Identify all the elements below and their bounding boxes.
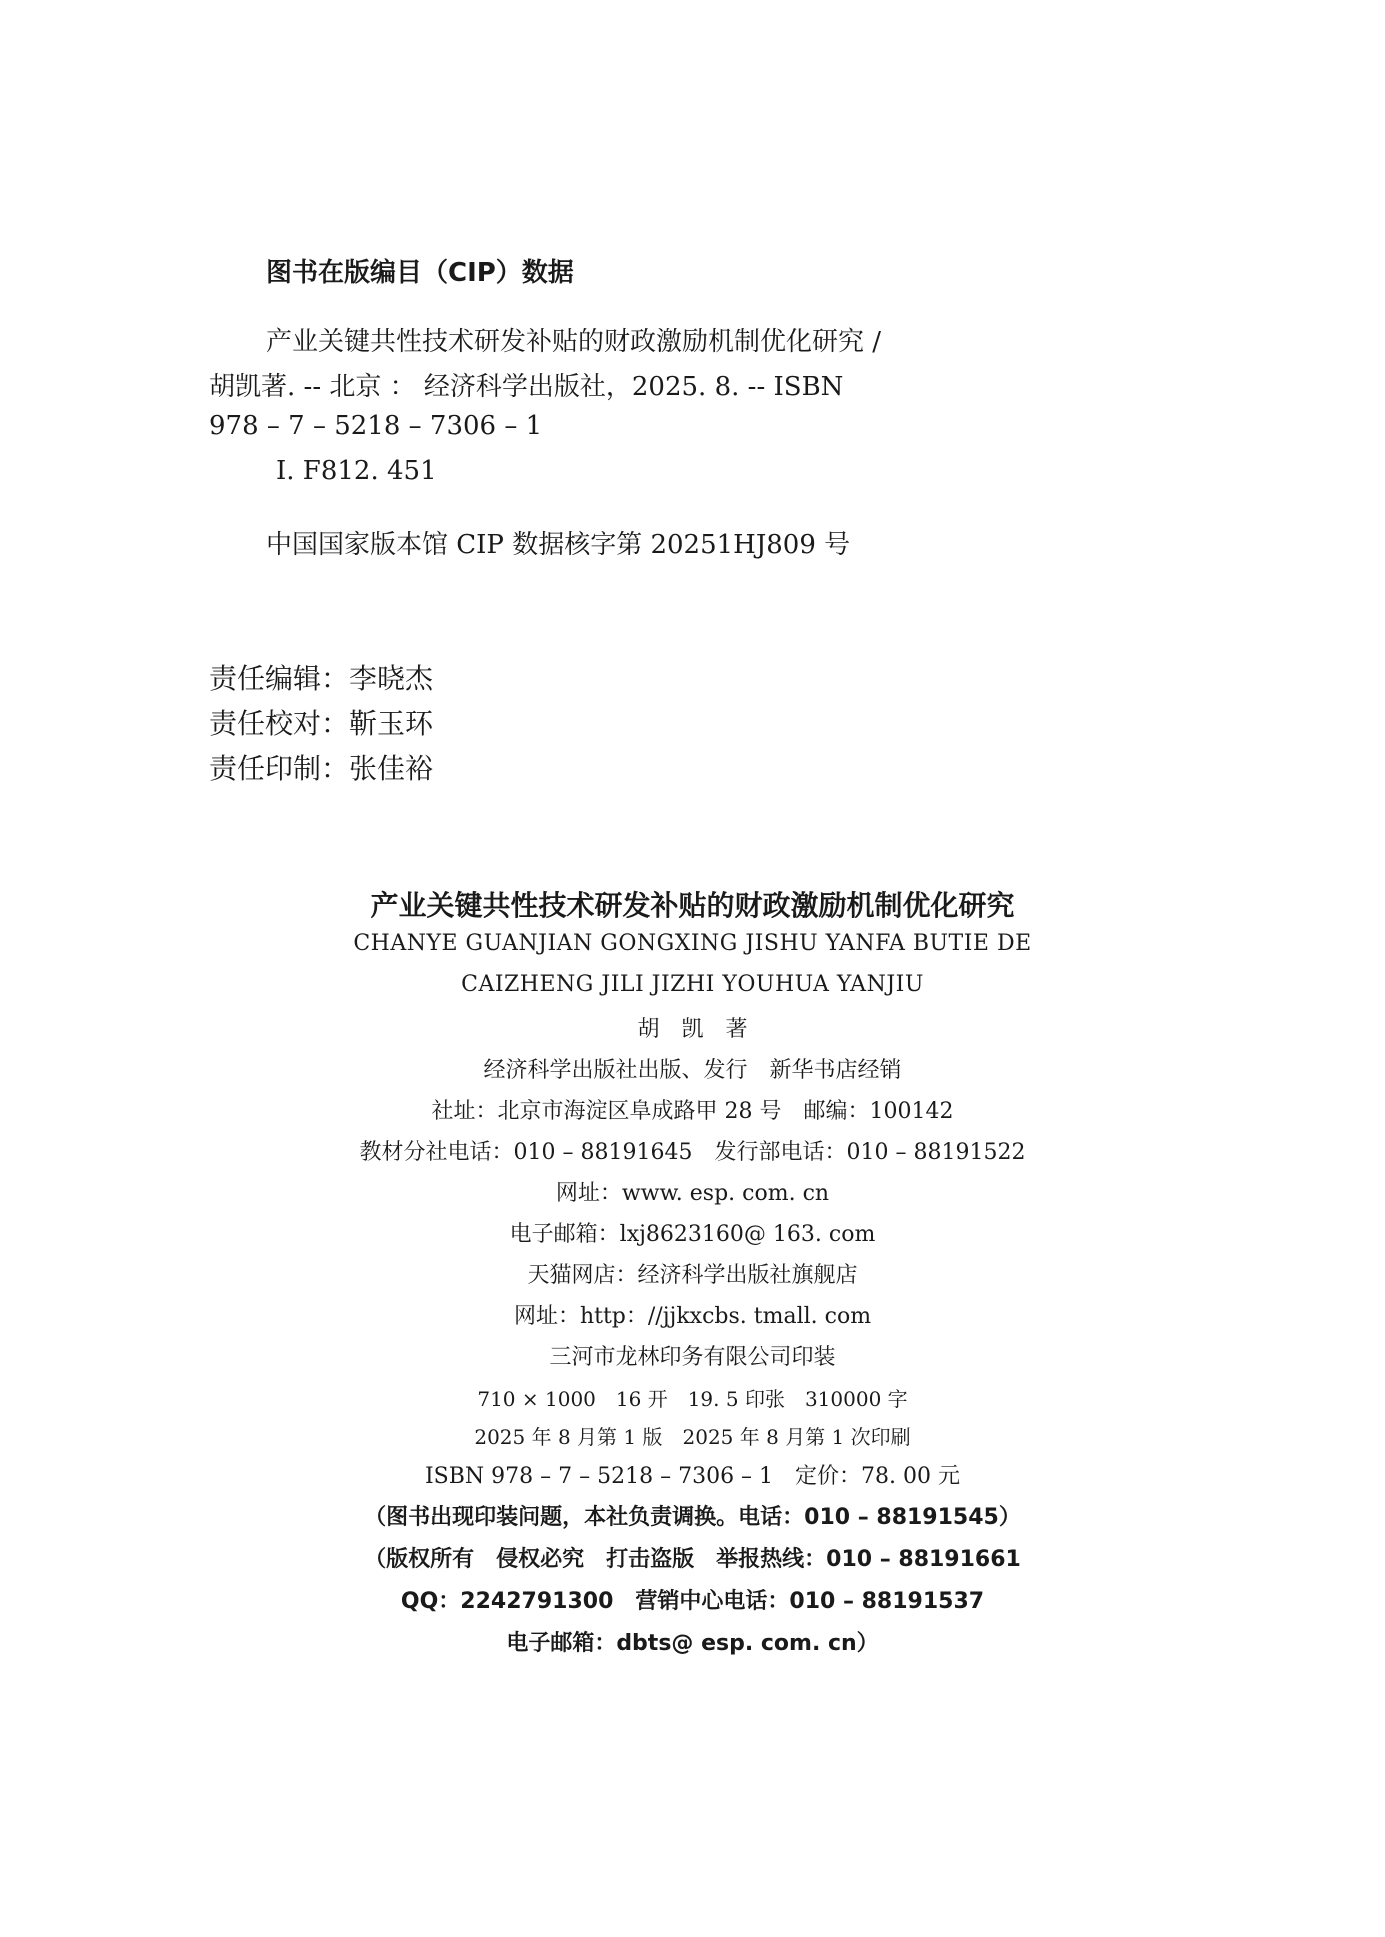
book-author: 胡 凯 著 xyxy=(637,1017,748,1042)
staff-proofreader xyxy=(209,702,433,742)
cip-isbn-line: 978 – 7 – 5218 – 7306 – 1 xyxy=(209,411,543,441)
publisher-distributor: 经济科学出版社出版、发行 新华书店经销 xyxy=(483,1058,902,1083)
staff-print-supervisor xyxy=(209,747,433,787)
book-format: 710 × 1000 16 开 19. 5 印张 310000 字 xyxy=(477,1387,908,1411)
staff-editor xyxy=(209,657,433,697)
cip-title-line: 产业关键共性技术研发补贴的财政激励机制优化研究 / xyxy=(266,327,882,357)
staff-role: 责任校对： xyxy=(209,707,350,740)
tmall-store: 天猫网店：经济科学出版社旗舰店 xyxy=(527,1263,858,1288)
cip-classification: Ⅰ. F812. 451 xyxy=(276,456,437,486)
book-title-pinyin-line-1: CHANYE GUANJIAN GONGXING JISHU YANFA BUTIE DE xyxy=(353,931,1032,956)
tmall-url: 网址：http：//jjkxcbs. tmall. com xyxy=(513,1304,872,1329)
cip-approval-number: 中国国家版本馆 CIP 数据核字第 20251HJ809 号 xyxy=(266,530,851,560)
printer: 三河市龙林印务有限公司印装 xyxy=(549,1345,836,1370)
staff-name: 李晓杰 xyxy=(349,662,434,695)
staff-role: 责任印制： xyxy=(209,752,350,785)
copyright-notice: （版权所有 侵权必究 打击盗版 举报热线：010 – 88191661 xyxy=(364,1547,1021,1572)
book-title-chinese: 产业关键共性技术研发补贴的财政激励机制优化研究 xyxy=(370,889,1015,922)
piracy-email: 电子邮箱：dbts@ esp. com. cn） xyxy=(506,1631,879,1656)
cip-author-publisher-line: 胡凯著. -- 北京 ： 经济科学出版社，2025. 8. -- ISBN xyxy=(209,372,844,402)
publisher-website: 网址：www. esp. com. cn xyxy=(555,1181,830,1206)
staff-name: 靳玉环 xyxy=(349,707,434,740)
misprint-notice: （图书出现印装问题，本社负责调换。电话：010 – 88191545） xyxy=(364,1505,1021,1530)
qq-marketing-phone: QQ：2242791300 营销中心电话：010 – 88191537 xyxy=(400,1589,985,1614)
staff-name: 张佳裕 xyxy=(349,752,434,785)
publisher-email: 电子邮箱：lxj8623160@ 163. com xyxy=(509,1222,876,1247)
book-edition: 2025 年 8 月第 1 版 2025 年 8 月第 1 次印刷 xyxy=(474,1425,911,1449)
cip-heading: 图书在版编目（CIP）数据 xyxy=(266,258,574,288)
staff-role: 责任编辑： xyxy=(209,662,350,695)
publisher-phones: 教材分社电话：010 – 88191645 发行部电话：010 – 88191522 xyxy=(359,1140,1026,1165)
book-title-pinyin-line-2: CAIZHENG JILI JIZHI YOUHUA YANJIU xyxy=(461,972,924,997)
publisher-address: 社址：北京市海淀区阜成路甲 28 号 邮编：100142 xyxy=(431,1099,954,1124)
isbn-price: ISBN 978 – 7 – 5218 – 7306 – 1 定价：78. 00 元 xyxy=(424,1464,961,1489)
